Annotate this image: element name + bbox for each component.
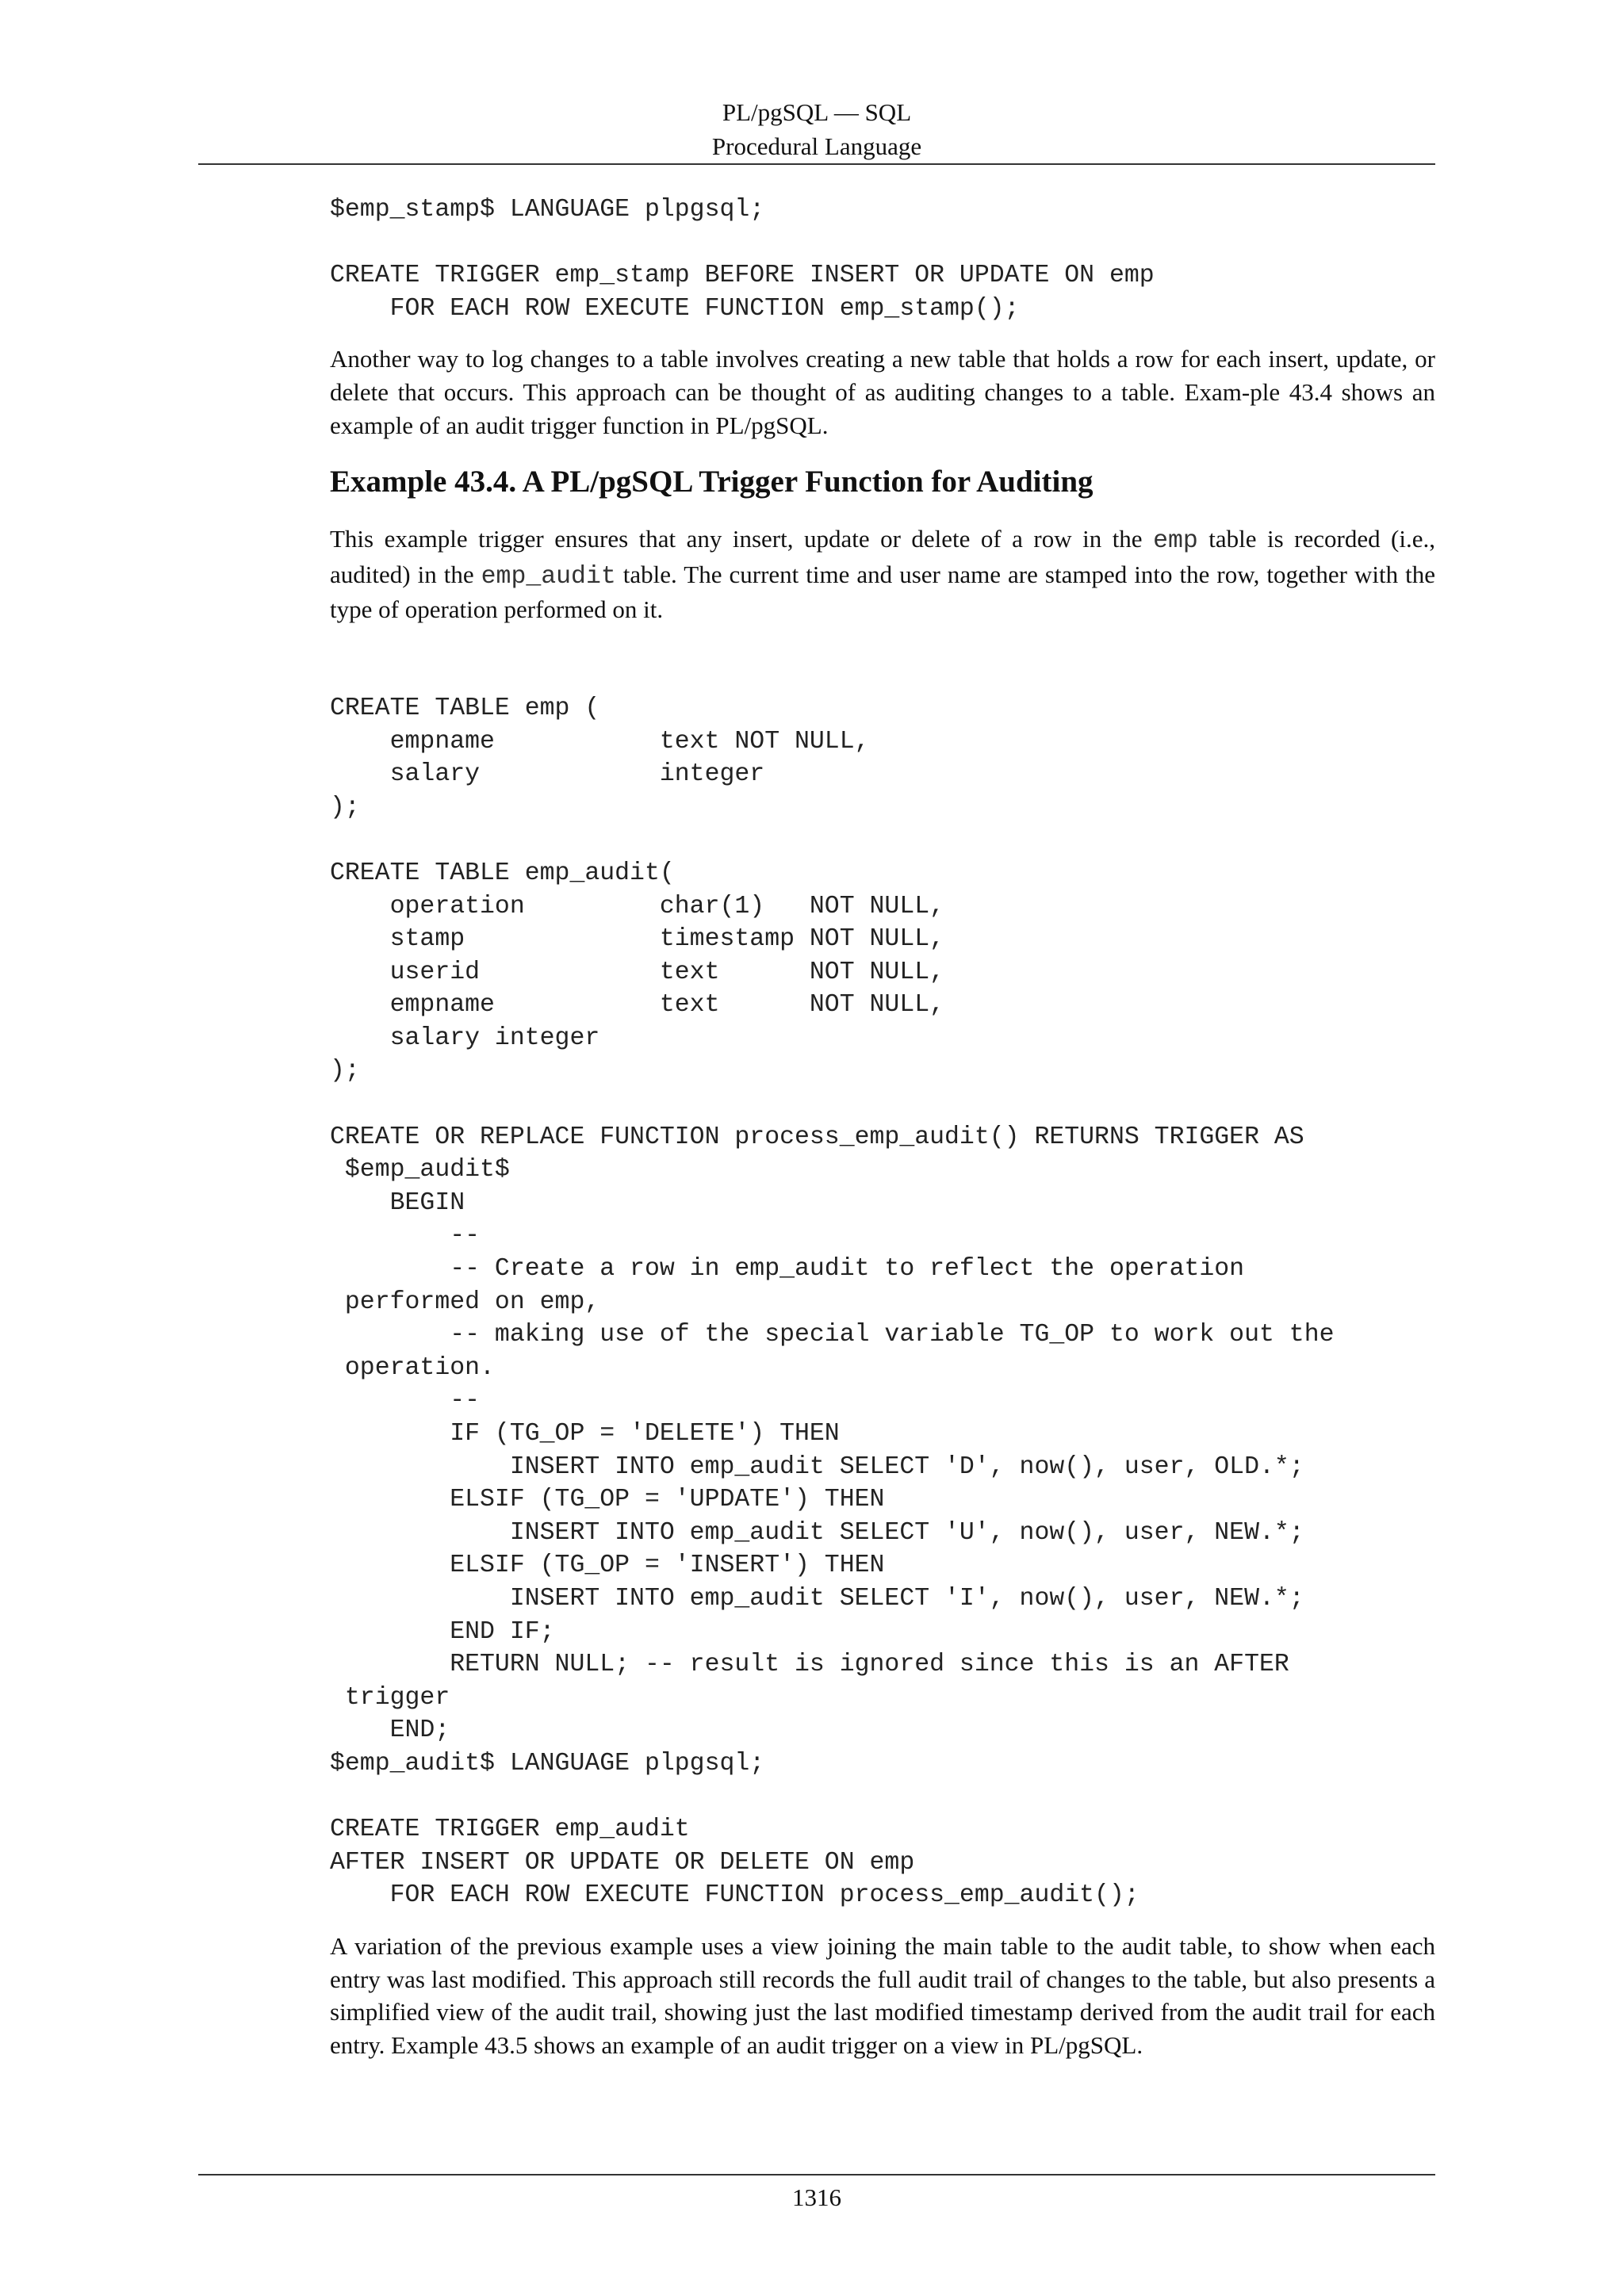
code-block-emp-stamp-trigger: $emp_stamp$ LANGUAGE plpgsql; CREATE TRIGGER emp_stamp BEFORE INSERT OR UPDATE ON emp FOR EACH ROW EXECUTE FUNCTION emp_stamp();	[330, 196, 1155, 323]
page-header	[198, 95, 1435, 163]
page-content	[330, 193, 1435, 2061]
paragraph-audit-intro: Another way to log changes to a table involves creating a new table that holds a row for each insert, update, or delete that occurs. This approach can be thought of as auditing changes to a table. Exam-ple 43.4 shows an example of an audit trigger function in PL/pgSQL.	[330, 345, 1435, 439]
inline-code-emp-audit: emp_audit	[481, 562, 616, 591]
paragraph-text: table. The current time and user name are stamped into the row, together with the type of operation performed on it.	[330, 560, 1435, 624]
header-title-line-2: Procedural Language	[711, 132, 922, 160]
header-title-line-1: PL/pgSQL — SQL	[722, 98, 912, 126]
inline-code-emp: emp	[1153, 527, 1198, 556]
page-number: 1316	[792, 2183, 841, 2211]
code-block-audit-function: CREATE TABLE emp ( empname text NOT NULL, salary integer ); CREATE TABLE emp_audit( operation char(1) NOT NULL, stamp timestamp NOT NULL, userid text NOT NULL, empname text NOT NULL, salary integer ); CREATE OR REPLACE FUNCTION process_emp_audit() RETURNS TRIGGER AS $emp_audit$ BEGIN -- -- Create a row in emp_audit to reflect the operation performed on emp, -- making use of the special variable TG_OP to work out the operation. -- IF (TG_OP = 'DELETE') THEN INSERT INTO emp_audit SELECT 'D', now(), user, OLD.*; ELSIF (TG_OP = 'UPDATE') THEN INSERT INTO emp_audit SELECT 'U', now(), user, NEW.*; ELSIF (TG_OP = 'INSERT') THEN INSERT INTO emp_audit SELECT 'I', now(), user, NEW.*; END IF; RETURN NULL; -- result is ignored since this is an AFTER trigger END; $emp_audit$ LANGUAGE plpgsql; CREATE TRIGGER emp_audit AFTER INSERT OR UPDATE OR DELETE ON emp FOR EACH ROW EXECUTE FUNCTION process_emp_audit();	[330, 694, 1335, 1910]
footer-rule	[198, 2174, 1435, 2175]
example-title: Example 43.4. A PL/pgSQL Trigger Function for Auditing	[330, 465, 1094, 499]
paragraph-example-description	[330, 522, 1435, 626]
paragraph-text: table is recorded (i.e., audited) in the	[330, 525, 1435, 588]
paragraph-text: This example trigger ensures that any insert, update or delete of a row in the	[330, 525, 1154, 553]
header-rule	[198, 163, 1435, 165]
paragraph-view-variation: A variation of the previous example uses a view joining the main table to the audit table, to show when each entry was last modified. This approach still records the full audit trail of changes to the table, but also presents a simplified view of the audit trail, showing just the last modified timestamp derived from the audit trail for each entry. Example 43.5 shows an example of an audit trigger on a view in PL/pgSQL.	[330, 1931, 1435, 2059]
